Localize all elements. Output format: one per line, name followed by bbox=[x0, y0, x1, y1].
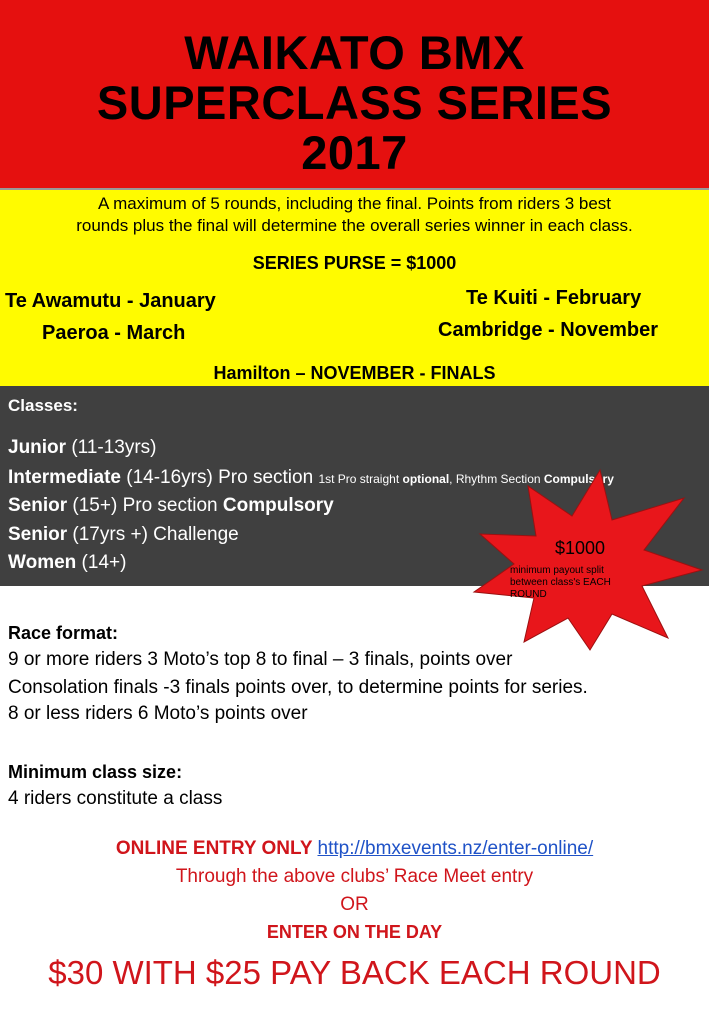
info-line-1: A maximum of 5 rounds, including the final. Points from riders 3 best bbox=[97, 194, 612, 213]
classes-heading: Classes: bbox=[8, 396, 78, 415]
race-format-line-2: Consolation finals -3 finals points over, to determine points for series. bbox=[8, 677, 588, 698]
race-format-line-1: 9 or more riders 3 Moto’s top 8 to final – 3 finals, points over bbox=[8, 649, 513, 670]
venue-hamilton-finals: Hamilton – NOVEMBER - FINALS bbox=[213, 363, 496, 383]
class-women: Women (14+) bbox=[8, 552, 127, 573]
class-senior-15: Senior (15+) Pro section Compulsory bbox=[8, 495, 334, 516]
class-senior-17: Senior (17yrs +) Challenge bbox=[8, 524, 239, 545]
enter-on-day: ENTER ON THE DAY bbox=[266, 922, 443, 942]
payout-starburst bbox=[472, 468, 704, 652]
series-info-panel bbox=[0, 188, 709, 388]
online-entry-link[interactable]: http://bmxevents.nz/enter-online/ bbox=[317, 838, 594, 859]
race-format-line-3: 8 or less riders 6 Moto’s points over bbox=[8, 703, 308, 724]
title-line-3: 2017 bbox=[301, 126, 408, 179]
min-class-line: 4 riders constitute a class bbox=[8, 788, 223, 809]
venue-paeroa: Paeroa - March bbox=[42, 322, 186, 344]
entry-price: $30 WITH $25 PAY BACK EACH ROUND bbox=[48, 954, 661, 991]
title-banner bbox=[0, 0, 709, 188]
online-entry-line: ONLINE ENTRY ONLY http://bmxevents.nz/enter-online/ bbox=[115, 838, 594, 859]
venue-cambridge: Cambridge - November bbox=[438, 319, 659, 341]
venue-te-kuiti: Te Kuiti - February bbox=[466, 287, 642, 309]
title-line-2: SUPERCLASS SERIES bbox=[96, 76, 613, 129]
or-separator: OR bbox=[340, 894, 369, 915]
payout-amount: $1000 bbox=[555, 538, 606, 558]
race-format-heading: Race format: bbox=[8, 623, 119, 643]
club-entry-line: Through the above clubs’ Race Meet entry bbox=[175, 866, 534, 887]
class-junior: Junior (11-13yrs) bbox=[8, 437, 157, 458]
venue-te-awamutu: Te Awamutu - January bbox=[5, 290, 216, 312]
info-line-2: rounds plus the final will determine the overall series winner in each class. bbox=[76, 216, 633, 235]
starburst-shape bbox=[474, 470, 702, 650]
class-intermediate: Intermediate (14-16yrs) Pro section 1st Pro straight optional, Rhythm Section Compulsory bbox=[8, 467, 614, 488]
min-class-heading: Minimum class size: bbox=[8, 762, 183, 782]
payout-note: minimum payout split between class's EACH ROUND bbox=[510, 565, 611, 600]
title-line-1: WAIKATO BMX bbox=[184, 26, 525, 79]
series-purse: SERIES PURSE = $1000 bbox=[252, 253, 457, 273]
